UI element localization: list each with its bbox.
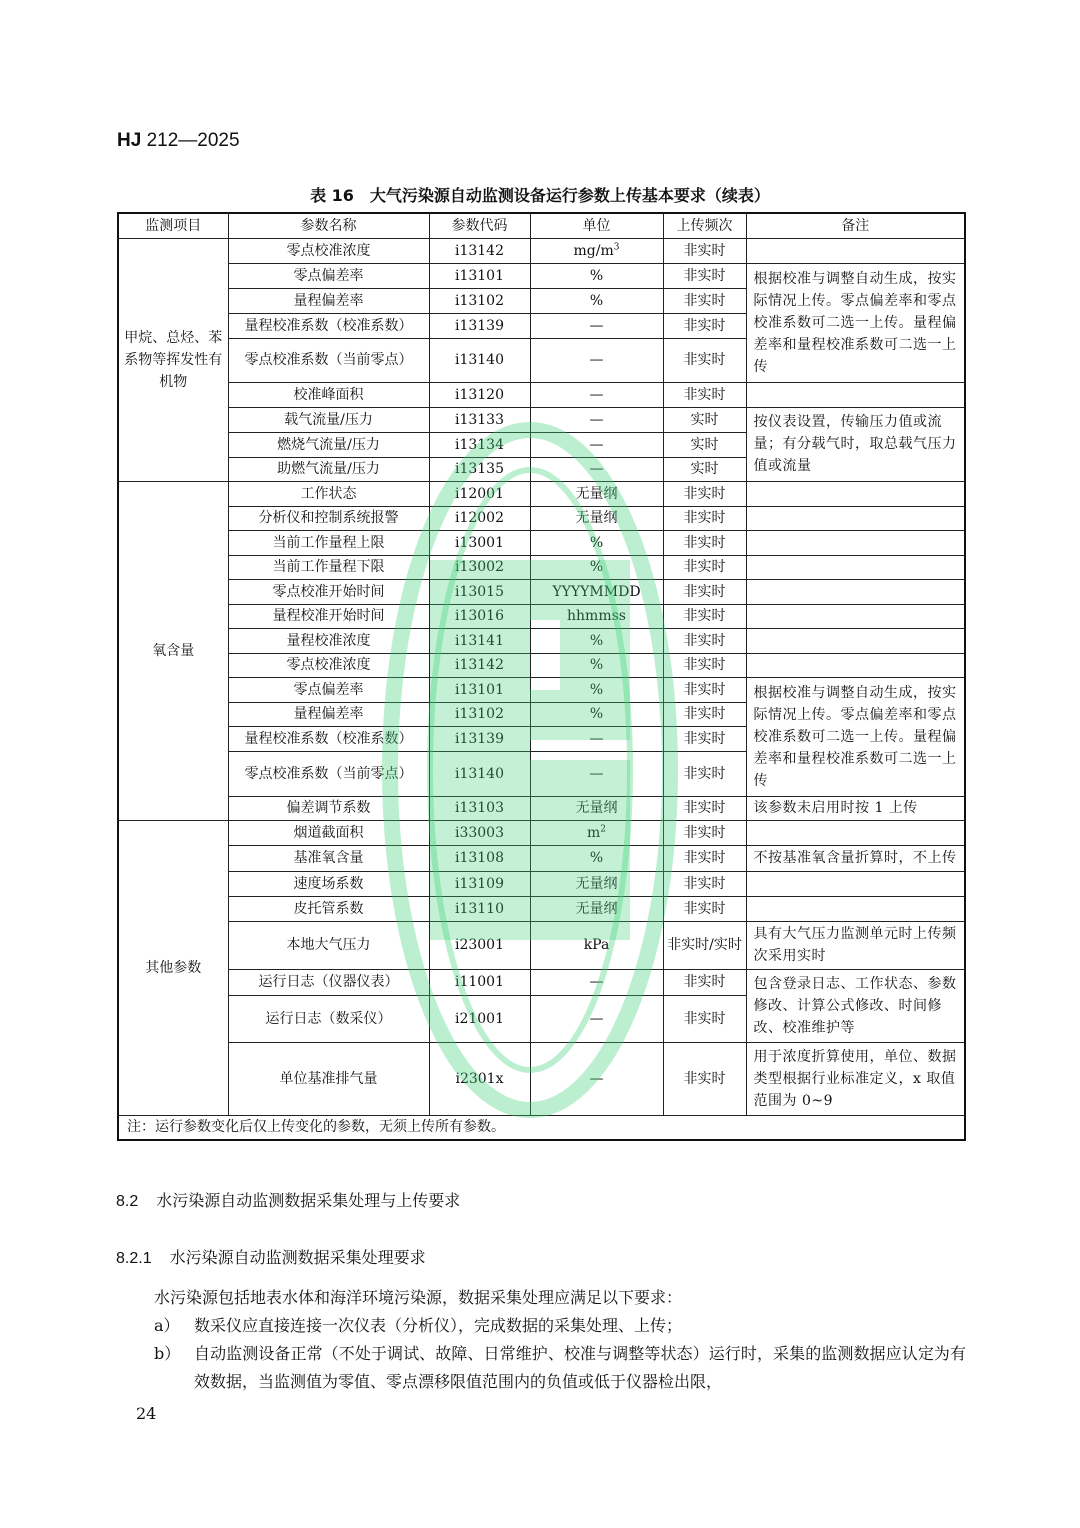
list-label-b: b）	[154, 1344, 181, 1363]
unit-value: %	[589, 850, 604, 866]
section-8-2-heading	[116, 1188, 460, 1211]
unit-value: kPa	[583, 937, 610, 953]
unit-value: 无量纲	[575, 875, 618, 892]
parameter-name: 校准峰面积	[228, 382, 429, 407]
parameter-code: i13142	[429, 238, 530, 263]
unit	[530, 820, 663, 845]
upload-frequency: 非实时	[663, 313, 746, 338]
unit-value: —	[589, 461, 604, 477]
unit-value: —	[589, 974, 604, 990]
parameter-name: 本地大气压力	[228, 921, 429, 969]
parameter-code: i23001	[429, 921, 530, 969]
parameter-name: 分析仪和控制系统报警	[228, 506, 429, 530]
table-row	[118, 263, 965, 288]
unit	[530, 432, 663, 457]
parameter-code: i13002	[429, 555, 530, 579]
parameter-code: i13140	[429, 338, 530, 382]
upload-frequency: 非实时	[663, 288, 746, 313]
parameter-name: 量程校准开始时间	[228, 604, 429, 628]
table-row	[118, 382, 965, 407]
table-row	[118, 921, 965, 969]
parameter-code: i13134	[429, 432, 530, 457]
unit	[530, 604, 663, 628]
upload-frequency: 实时	[663, 407, 746, 432]
table-note: 注：运行参数变化后仅上传变化的参数，无须上传所有参数。	[118, 1115, 965, 1140]
parameter-code: i13141	[429, 628, 530, 653]
table-row	[118, 820, 965, 845]
parameter-name: 零点偏差率	[228, 677, 429, 702]
table-row	[118, 969, 965, 995]
unit	[530, 653, 663, 677]
unit-value: %	[589, 559, 604, 575]
code-number: 212—2025	[146, 130, 240, 151]
parameter-name: 皮托管系数	[228, 896, 429, 921]
remark: 该参数未启用时按 1 上传	[746, 796, 965, 820]
list-label-a: a）	[154, 1316, 180, 1335]
parameter-code: i13101	[429, 263, 530, 288]
remark	[746, 628, 965, 653]
unit	[530, 1042, 663, 1115]
unit	[530, 896, 663, 921]
unit	[530, 288, 663, 313]
upload-frequency: 非实时	[663, 726, 746, 751]
upload-frequency: 非实时	[663, 653, 746, 677]
unit-value: %	[589, 706, 604, 722]
table-row	[118, 506, 965, 530]
unit	[530, 921, 663, 969]
upload-frequency: 非实时/实时	[663, 921, 746, 969]
upload-frequency: 非实时	[663, 579, 746, 604]
upload-frequency: 非实时	[663, 845, 746, 871]
parameter-code: i13102	[429, 702, 530, 726]
unit	[530, 751, 663, 796]
unit	[530, 702, 663, 726]
parameter-name: 基准氧含量	[228, 845, 429, 871]
parameter-name: 零点校准浓度	[228, 238, 429, 263]
parameter-name: 速度场系数	[228, 871, 429, 896]
table-row	[118, 481, 965, 506]
parameter-code: i13001	[429, 530, 530, 555]
upload-frequency: 非实时	[663, 969, 746, 995]
section-title: 水污染源自动监测数据采集处理要求	[169, 1248, 426, 1267]
parameter-table	[117, 212, 966, 1141]
table-row	[118, 530, 965, 555]
remark: 根据校准与调整自动生成，按实际情况上传。零点偏差率和零点校准系数可二选一上传。量程偏差率和量程校准系数可二选一上传	[746, 677, 965, 796]
upload-frequency: 实时	[663, 457, 746, 481]
upload-frequency: 非实时	[663, 628, 746, 653]
standard-code	[117, 130, 240, 152]
remark	[746, 530, 965, 555]
parameter-name: 量程校准系数（校准系数）	[228, 313, 429, 338]
unit-value: %	[589, 267, 604, 284]
remark: 包含登录日志、工作状态、参数修改、计算公式修改、时间修改、校准维护等	[746, 969, 965, 1042]
unit-value: —	[589, 411, 604, 428]
column-header: 备注	[746, 213, 965, 238]
section-8-2-1-heading	[116, 1245, 426, 1268]
unit-value: —	[589, 317, 604, 334]
unit	[530, 871, 663, 896]
upload-frequency: 非实时	[663, 751, 746, 796]
list-item-a: 数采仪应直接连接一次仪表（分析仪），完成数据的采集处理、上传；	[194, 1316, 683, 1335]
column-header: 监测项目	[118, 213, 228, 238]
unit-value: %	[589, 657, 604, 673]
upload-frequency: 非实时	[663, 1042, 746, 1115]
parameter-code: i13101	[429, 677, 530, 702]
code-prefix: HJ	[117, 130, 142, 151]
unit-value: —	[589, 1070, 604, 1087]
parameter-code: i13140	[429, 751, 530, 796]
monitoring-item: 其他参数	[118, 820, 228, 1115]
parameter-code: i21001	[429, 995, 530, 1042]
remark: 用于浓度折算使用，单位、数据类型根据行业标准定义，x 取值范围为 0~9	[746, 1042, 965, 1115]
unit-value: —	[589, 436, 604, 453]
unit-value: 无量纲	[575, 800, 618, 816]
upload-frequency: 非实时	[663, 481, 746, 506]
remark	[746, 506, 965, 530]
unit-value: —	[589, 730, 604, 747]
table-row	[118, 845, 965, 871]
parameter-name: 运行日志（仪器仪表）	[228, 969, 429, 995]
upload-frequency: 非实时	[663, 530, 746, 555]
unit	[530, 995, 663, 1042]
remark: 按仪表设置，传输压力值或流量；有分载气时，取总载气压力值或流量	[746, 407, 965, 481]
upload-frequency: 非实时	[663, 995, 746, 1042]
monitoring-item: 氧含量	[118, 481, 228, 820]
parameter-code: i13103	[429, 796, 530, 820]
parameter-name: 零点偏差率	[228, 263, 429, 288]
unit	[530, 407, 663, 432]
unit-exponent: 2	[600, 823, 606, 834]
parameter-code: i33003	[429, 820, 530, 845]
parameter-code: i2301x	[429, 1042, 530, 1115]
parameter-name: 量程偏差率	[228, 288, 429, 313]
upload-frequency: 非实时	[663, 555, 746, 579]
parameter-code: i13120	[429, 382, 530, 407]
unit-value: 无量纲	[575, 900, 618, 917]
upload-frequency: 非实时	[663, 702, 746, 726]
unit	[530, 506, 663, 530]
parameter-code: i13109	[429, 871, 530, 896]
parameter-code: i13108	[429, 845, 530, 871]
unit-value: 无量纲	[575, 485, 618, 502]
unit-value: m	[586, 824, 601, 841]
column-header: 上传频次	[663, 213, 746, 238]
unit-value: —	[589, 765, 604, 782]
parameter-code: i13016	[429, 604, 530, 628]
remark	[746, 604, 965, 628]
parameter-name: 零点校准浓度	[228, 653, 429, 677]
table-row	[118, 238, 965, 263]
unit	[530, 382, 663, 407]
parameter-code: i13139	[429, 313, 530, 338]
unit-value: —	[589, 1010, 604, 1027]
unit	[530, 845, 663, 871]
unit	[530, 457, 663, 481]
parameter-code: i11001	[429, 969, 530, 995]
remark	[746, 238, 965, 263]
list-item-b: 自动监测设备正常（不处于调试、故障、日常维护、校准与调整等状态）运行时，采集的监测数据应认定为有效数据，当监测值为零值、零点漂移限值范围内的负值或低于仪器检出限，	[194, 1344, 966, 1391]
unit	[530, 338, 663, 382]
parameter-name: 工作状态	[228, 481, 429, 506]
parameter-name: 当前工作量程下限	[228, 555, 429, 579]
unit-value: %	[589, 632, 604, 649]
unit	[530, 530, 663, 555]
upload-frequency: 非实时	[663, 238, 746, 263]
unit-exponent: 3	[613, 241, 620, 252]
parameter-name: 燃烧气流量/压力	[228, 432, 429, 457]
parameter-name: 量程校准系数（校准系数）	[228, 726, 429, 751]
unit	[530, 726, 663, 751]
note-row	[118, 1115, 965, 1140]
remark	[746, 481, 965, 506]
parameter-code: i13142	[429, 653, 530, 677]
intro-paragraph: 水污染源包括地表水体和海洋环境污染源，数据采集处理应满足以下要求：	[154, 1288, 683, 1307]
unit-value: hhmmss	[567, 608, 626, 624]
table-row	[118, 677, 965, 702]
upload-frequency: 非实时	[663, 506, 746, 530]
upload-frequency: 非实时	[663, 263, 746, 288]
unit	[530, 628, 663, 653]
unit-value: %	[589, 292, 604, 309]
parameter-name: 运行日志（数采仪）	[228, 995, 429, 1042]
parameter-name: 载气流量/压力	[228, 407, 429, 432]
parameter-name: 量程校准浓度	[228, 628, 429, 653]
table-row	[118, 579, 965, 604]
table-row	[118, 796, 965, 820]
upload-frequency: 非实时	[663, 677, 746, 702]
column-header: 参数代码	[429, 213, 530, 238]
table-row	[118, 555, 965, 579]
section-number: 8.2	[116, 1193, 139, 1210]
unit	[530, 238, 663, 263]
unit	[530, 313, 663, 338]
table-row	[118, 407, 965, 432]
monitoring-item: 甲烷、总烃、苯系物等挥发性有机物	[118, 238, 228, 481]
column-header: 参数名称	[228, 213, 429, 238]
table-caption: 表 16 大气污染源自动监测设备运行参数上传基本要求（续表）	[310, 186, 770, 205]
unit-value: YYYYMMDD	[552, 583, 641, 600]
remark	[746, 896, 965, 921]
unit-value: —	[589, 386, 604, 403]
parameter-name: 烟道截面积	[228, 820, 429, 845]
parameter-name: 当前工作量程上限	[228, 530, 429, 555]
parameter-code: i13133	[429, 407, 530, 432]
table-row	[118, 653, 965, 677]
table-row	[118, 604, 965, 628]
page-number: 24	[136, 1404, 157, 1423]
unit	[530, 481, 663, 506]
unit-value: %	[589, 534, 604, 551]
remark	[746, 820, 965, 845]
table-row	[118, 871, 965, 896]
parameter-code: i13102	[429, 288, 530, 313]
upload-frequency: 非实时	[663, 604, 746, 628]
parameter-name: 量程偏差率	[228, 702, 429, 726]
upload-frequency: 非实时	[663, 338, 746, 382]
unit	[530, 969, 663, 995]
parameter-name: 单位基准排气量	[228, 1042, 429, 1115]
parameter-code: i13015	[429, 579, 530, 604]
upload-frequency: 非实时	[663, 871, 746, 896]
upload-frequency: 非实时	[663, 820, 746, 845]
unit	[530, 796, 663, 820]
remark	[746, 871, 965, 896]
parameter-name: 助燃气流量/压力	[228, 457, 429, 481]
parameter-name: 零点校准开始时间	[228, 579, 429, 604]
table-row	[118, 896, 965, 921]
upload-frequency: 实时	[663, 432, 746, 457]
unit-value: %	[589, 681, 604, 698]
remark	[746, 555, 965, 579]
parameter-name: 零点校准系数（当前零点）	[228, 751, 429, 796]
parameter-name: 零点校准系数（当前零点）	[228, 338, 429, 382]
unit-value: mg/m	[573, 242, 614, 259]
parameter-code: i13139	[429, 726, 530, 751]
upload-frequency: 非实时	[663, 796, 746, 820]
table-row	[118, 1042, 965, 1115]
unit	[530, 579, 663, 604]
unit-value: —	[589, 352, 604, 368]
section-title: 水污染源自动监测数据采集处理与上传要求	[156, 1191, 461, 1210]
upload-frequency: 非实时	[663, 382, 746, 407]
parameter-code: i13110	[429, 896, 530, 921]
unit	[530, 555, 663, 579]
parameter-code: i12001	[429, 481, 530, 506]
parameter-code: i12002	[429, 506, 530, 530]
parameter-code: i13135	[429, 457, 530, 481]
table-row	[118, 628, 965, 653]
remark	[746, 579, 965, 604]
parameter-name: 偏差调节系数	[228, 796, 429, 820]
remark: 根据校准与调整自动生成，按实际情况上传。零点偏差率和零点校准系数可二选一上传。量程偏差率和量程校准系数可二选一上传	[746, 263, 965, 382]
unit-value: 无量纲	[575, 510, 618, 526]
upload-frequency: 非实时	[663, 896, 746, 921]
table-header-row	[118, 213, 965, 238]
unit	[530, 677, 663, 702]
remark	[746, 653, 965, 677]
remark: 具有大气压力监测单元时上传频次采用实时	[746, 921, 965, 969]
column-header: 单位	[530, 213, 663, 238]
remark	[746, 382, 965, 407]
remark: 不按基准氧含量折算时，不上传	[746, 845, 965, 871]
unit	[530, 263, 663, 288]
section-number: 8.2.1	[116, 1250, 152, 1267]
